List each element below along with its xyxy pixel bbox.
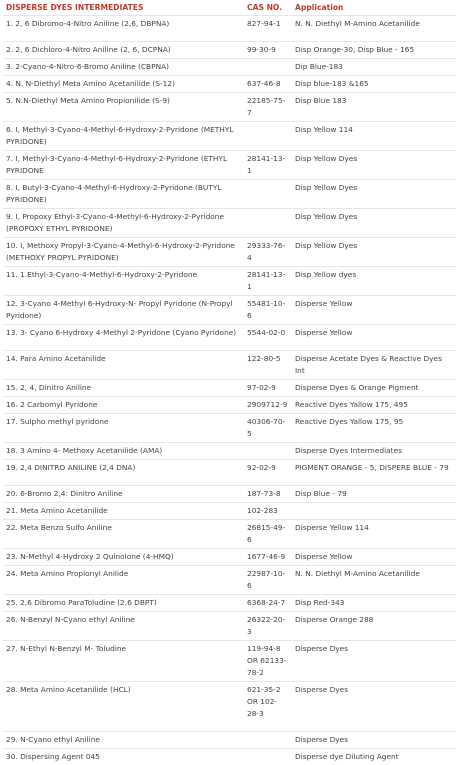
row-cas-cell: 102-283 [244,503,292,520]
table-row [3,732,456,749]
row-application-cell: Disp Blue - 79 [292,486,456,503]
row-application-cell: Disperse Yellow [292,296,456,325]
header-application: Application [292,0,456,16]
row-name-cell: 10. I, Methoxy Propyl-3-Cyano-4-Methyl-6-Hydroxy-2-Pyridone (METHOXY PROPYL PYRIDONE) [3,238,244,267]
row-application-cell: Disp Blue 183 [292,93,456,122]
table-row [3,76,456,93]
table-row [3,325,456,351]
table-row [3,443,456,460]
row-application-cell: Disp Red-343 [292,595,456,612]
table-row [3,93,456,122]
row-name-cell: 15. 2, 4, Dinitro Aniline [3,380,244,397]
table-row [3,641,456,682]
table-row [3,414,456,443]
row-cas-cell: 187-73-8 [244,486,292,503]
row-cas-cell: 2909712-9 [244,397,292,414]
row-cas-cell [244,749,292,765]
row-cas-cell: 40306-70-5 [244,414,292,443]
row-cas-cell: 6368-24-7 [244,595,292,612]
table-row [3,180,456,209]
row-name-cell: 27. N-Ethyl N-Benzyl M- Toludine [3,641,244,682]
row-name-cell: 26. N-Benzyl N-Cyano ethyl Aniline [3,612,244,641]
row-cas-cell: 26322-20-3 [244,612,292,641]
row-cas-cell: 55481-10-6 [244,296,292,325]
row-application-cell: Disp blue-183 &165 [292,76,456,93]
row-application-cell: Disperse Dyes & Orange Pigment [292,380,456,397]
row-application-cell: Disperse Yellow 114 [292,520,456,549]
row-name-cell: 1. 2, 6 Dibromo-4-Nitro Aniline (2,6, DBPNA) [3,16,244,42]
row-cas-cell: 99-30-9 [244,42,292,59]
row-application-cell: Disp Yellow Dyes [292,209,456,238]
row-name-cell: 24. Meta Amino Propionyl Anilide [3,566,244,595]
table-row [3,267,456,296]
row-name-cell: 6. I, Methyl-3-Cyano-4-Methyl-6-Hydroxy-2-Pyridone (METHYL PYRIDONE) [3,122,244,151]
table-row [3,16,456,42]
row-application-cell: PIGMENT ORANGE - 5, DISPERE BLUE - 79 [292,460,456,486]
table-row [3,42,456,59]
header-name: DISPERSE DYES INTERMEDIATES [3,0,244,16]
table-row [3,612,456,641]
row-name-cell: 5. N.N-Diethyl Meta Amino Propionilide (S-9) [3,93,244,122]
row-application-cell: Disperse Dyes [292,641,456,682]
row-cas-cell [244,59,292,76]
row-name-cell: 2. 2, 6 Dichloro-4-Nitro Aniline (2, 6, DCPNA) [3,42,244,59]
row-cas-cell: 92-02-9 [244,460,292,486]
row-cas-cell: 29333-76-4 [244,238,292,267]
row-application-cell: Disperse Acetate Dyes & Reactive Dyes Int [292,351,456,380]
header-cas: CAS NO. [244,0,292,16]
row-name-cell: 23. N-Methyl 4-Hydroxy 2 Quinolone (4-HMQ) [3,549,244,566]
row-cas-cell [244,209,292,238]
table-row [3,59,456,76]
row-cas-cell: 827-94-1 [244,16,292,42]
row-cas-cell: 1677-46-9 [244,549,292,566]
row-application-cell: Disp Yellow Dyes [292,180,456,209]
row-application-cell: Dip Blue-183 [292,59,456,76]
row-cas-cell: 5544-02-0 [244,325,292,351]
row-cas-cell: 28141-13-1 [244,151,292,180]
table-row [3,549,456,566]
row-cas-cell: 97-02-9 [244,380,292,397]
row-application-cell: Disperse Dyes [292,682,456,732]
row-cas-cell: 122-80-5 [244,351,292,380]
table-row [3,566,456,595]
row-name-cell: 16. 2 Carbomyl Pyridone [3,397,244,414]
row-name-cell: 3. 2-Cyano-4-Nitro-6-Bromo Aniline (CBPNA) [3,59,244,76]
row-name-cell: 19. 2,4 DINITRO ANILINE (2,4 DNA) [3,460,244,486]
row-name-cell: 14. Para Amino Acetanilide [3,351,244,380]
row-cas-cell: 28141-13-1 [244,267,292,296]
row-cas-cell [244,443,292,460]
row-name-cell: 20. 6-Bromo 2,4: Dinitro Aniline [3,486,244,503]
row-name-cell: 4. N. N-Diethyl Meta Amino Acetanilide (S-12) [3,76,244,93]
row-cas-cell [244,180,292,209]
row-name-cell: 7. I, Methyl-3-Cyano-4-Methyl-6-Hydroxy-2-Pyridone (ETHYL PYRIDONE [3,151,244,180]
row-cas-cell: 637-46-8 [244,76,292,93]
row-application-cell: Disp Yellow 114 [292,122,456,151]
table-row [3,503,456,520]
table-row [3,380,456,397]
dyes-table [3,0,456,765]
table-header-row [3,0,456,16]
row-application-cell: Disp Yellow dyes [292,267,456,296]
table-row [3,351,456,380]
table-row [3,520,456,549]
row-name-cell: 29. N-Cyano ethyl Aniline [3,732,244,749]
row-name-cell: 12. 3-Cyano 4-Methyl 6-Hydroxy-N- Propyl Pyridone (N-Propyl Pyridone) [3,296,244,325]
row-cas-cell: 22987-10-6 [244,566,292,595]
table-row [3,397,456,414]
row-name-cell: 17. Sulpho methyl pyridone [3,414,244,443]
row-application-cell: Disperse dye Diluting Agent [292,749,456,765]
table-row [3,151,456,180]
row-cas-cell: 621-35-2 OR 102-28-3 [244,682,292,732]
row-application-cell: Reactive Dyes Yallow 175, 495 [292,397,456,414]
row-name-cell: 22. Meta Benzo Sulfo Aniline [3,520,244,549]
table-row [3,460,456,486]
table-row [3,749,456,765]
row-application-cell: N. N. Diethyl M-Amino Acetanilide [292,16,456,42]
row-name-cell: 25. 2,6 Dibromo ParaToludine (2,6 DBPT) [3,595,244,612]
row-application-cell: N. N. Diethyl M-Amino Acetanilide [292,566,456,595]
row-cas-cell [244,732,292,749]
row-application-cell: Disperse Dyes [292,732,456,749]
row-name-cell: 13. 3- Cyano 6-Hydroxy 4-Methyl 2-Pyridone (Cyano Pyridone) [3,325,244,351]
row-application-cell [292,503,456,520]
row-cas-cell: 26815-49-6 [244,520,292,549]
row-name-cell: 9. I, Propoxy Ethyl-3-Cyano-4-Methyl-6-Hydroxy-2-Pyridone (PROPOXY ETHYL PYRIDONE) [3,209,244,238]
row-cas-cell: 22185-75-7 [244,93,292,122]
table-row [3,296,456,325]
row-application-cell: Disp Yellow Dyes [292,238,456,267]
row-name-cell: 21. Meta Amino Acetanilide [3,503,244,520]
row-name-cell: 28. Meta Amino Acetanilide (HCL) [3,682,244,732]
row-application-cell: Disp Yellow Dyes [292,151,456,180]
table-row [3,682,456,732]
row-application-cell: Disperse Orange 288 [292,612,456,641]
row-application-cell: Disp Orange-30, Disp Blue - 165 [292,42,456,59]
row-cas-cell: 119-94-8 OR 62133-78-2 [244,641,292,682]
row-application-cell: Disperse Dyes Intermediates [292,443,456,460]
table-row [3,238,456,267]
table-row [3,486,456,503]
row-name-cell: 8. I, Butyl-3-Cyano-4-Methyl-6-Hydroxy-2-Pyridone (BUTYL PYRIDONE) [3,180,244,209]
row-application-cell: Reactive Dyes Yallow 175, 95 [292,414,456,443]
table-row [3,209,456,238]
row-application-cell: Disperse Yellow [292,325,456,351]
row-cas-cell [244,122,292,151]
row-name-cell: 18. 3 Amino 4- Methoxy Acetanilide (AMA) [3,443,244,460]
row-name-cell: 11. 1.Ethyl-3-Cyano-4-Methyl-6-Hydroxy-2-Pyridone [3,267,244,296]
table-row [3,595,456,612]
table-row [3,122,456,151]
row-name-cell: 30. Dispersing Agent 045 [3,749,244,765]
table-body [3,16,456,765]
row-application-cell: Disperse Yellow [292,549,456,566]
